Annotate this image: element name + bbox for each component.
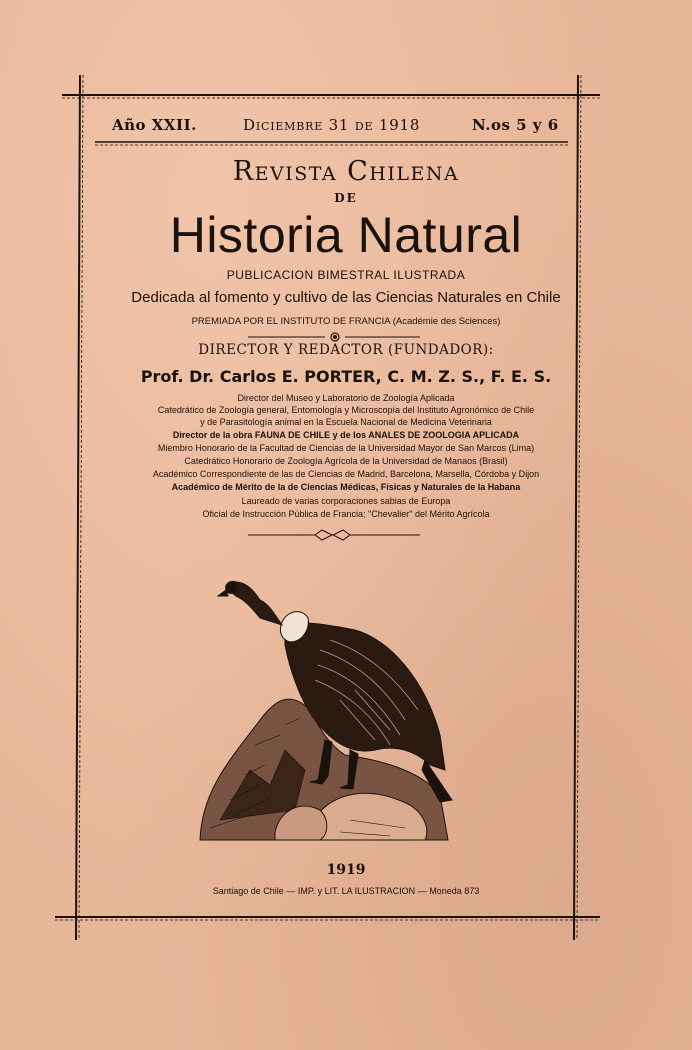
volume-label: Año XXII. xyxy=(112,116,197,134)
subtitle: PUBLICACION BIMESTRAL ILUSTRADA xyxy=(226,268,466,282)
credential-line: Oficial de Instrucción Pública de Francia; "Chevalier" del Mérito Agrícola xyxy=(202,509,490,519)
credential-line: Director de la obra FAUNA DE CHILE y de los ANALES DE ZOOLOGIA APLICADA xyxy=(172,430,520,440)
director-heading: DIRECTOR Y REDACTOR (FUNDADOR): xyxy=(198,342,494,358)
title-connector: DE xyxy=(334,191,358,205)
credential-line: Catedrático Honorario de Zoología Agrícola de la Universidad de Manaos (Brasil) xyxy=(184,456,508,466)
printer-imprint: Santiago de Chile — IMP. y LIT. LA ILUSTRACION — Moneda 873 xyxy=(212,886,480,896)
issue-number: N.os 5 y 6 xyxy=(472,116,559,134)
credential-line: Académico Correspondiente de las de Ciencias de Madrid, Barcelona, Marsella, Córdoba y Dijon xyxy=(152,469,540,479)
credential-line: Laureado de varias corporaciones sabias de Europa xyxy=(241,496,451,506)
title-line-revista: Revista Chilena xyxy=(232,156,460,187)
director-name: Prof. Dr. Carlos E. PORTER, C. M. Z. S., F. E. S. xyxy=(140,367,552,386)
credential-line: Director del Museo y Laboratorio de Zoología Aplicada xyxy=(237,393,455,403)
award-line: PREMIADA POR EL INSTITUTO DE FRANCIA (Académie des Sciences) xyxy=(191,316,501,327)
dedication: Dedicada al fomento y cultivo de las Ciencias Naturales en Chile xyxy=(131,289,561,306)
issue-date: Diciembre 31 de 1918 xyxy=(243,116,421,134)
credential-line: Catedrático de Zoología general, Entomología y Microscopía del Instituto Agronómico de Chile xyxy=(157,405,535,415)
condor-illustration xyxy=(190,570,460,855)
credential-line: Académico de Mérito de la de Ciencias Médicas, Físicas y Naturales de la Habana xyxy=(171,482,521,492)
credential-line: Miembro Honorario de la Facultad de Ciencias de la Universidad Mayor de San Marcos (Lima) xyxy=(157,443,535,453)
credential-line: y de Parasitología animal en la Escuela Nacional de Medicina Veterinaria xyxy=(200,417,492,427)
title-main: Historia Natural xyxy=(169,207,523,263)
publication-year: 1919 xyxy=(326,862,366,878)
